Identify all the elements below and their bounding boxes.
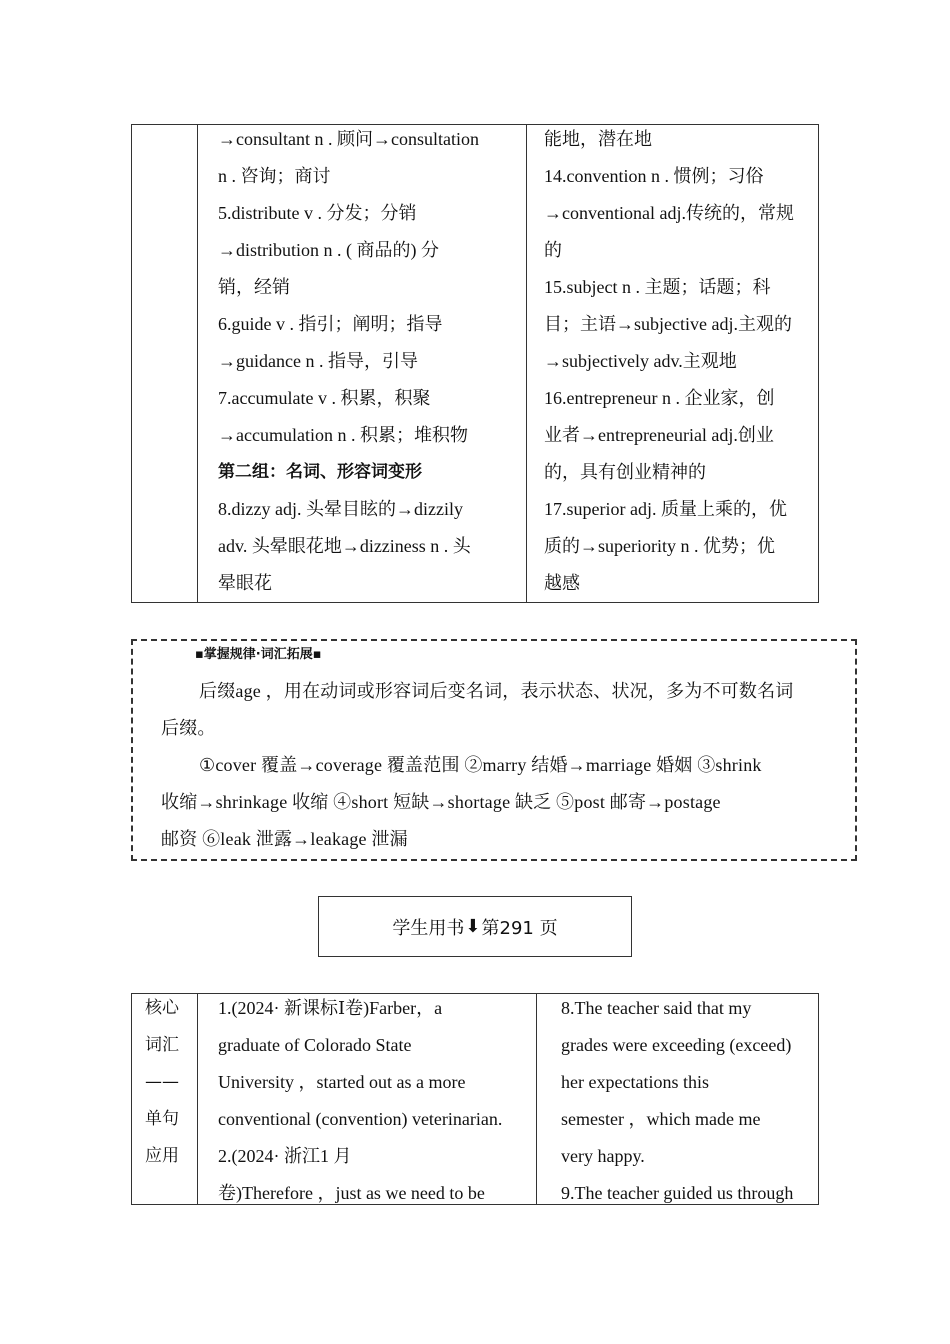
text-line: 后缀age ，用在动词或形容词后变名词，表示状态、状况，多为不可数名词 xyxy=(199,681,794,701)
text-line: University ，started out as a more xyxy=(218,1072,466,1092)
text-line: 后缀。 xyxy=(161,718,216,738)
text-line: →guidance n . 指导，引导 xyxy=(218,351,418,371)
text-line: 的，具有创业精神的 xyxy=(544,462,706,482)
text-line: 2.(2024· 浙江1 月 xyxy=(218,1146,352,1166)
text-line: 9.The teacher guided us through xyxy=(561,1183,794,1203)
text-line: 16.entrepreneur n . 企业家，创 xyxy=(544,388,775,408)
text-line: 6.guide v . 指引；阐明；指导 xyxy=(218,314,443,334)
text-line: her expectations this xyxy=(561,1072,709,1092)
label-line: 词汇 xyxy=(145,1035,179,1055)
text-line: 1.(2024· 新课标Ⅰ卷)Farber，a xyxy=(218,998,443,1018)
text-line: 8.The teacher said that my xyxy=(561,998,752,1018)
label-line: 单句 xyxy=(145,1109,179,1129)
text-line: 15.subject n . 主题；话题；科 xyxy=(544,277,771,297)
marker-page: 第291 页 xyxy=(481,917,558,939)
text-line: 销，经销 xyxy=(218,277,290,297)
text-line: 的 xyxy=(544,240,562,260)
text-line: 越感 xyxy=(544,573,580,593)
text-line: very happy. xyxy=(561,1146,645,1166)
text-line: 17.superior adj. 质量上乘的，优 xyxy=(544,499,787,519)
text-line: 5.distribute v . 分发；分销 xyxy=(218,203,417,223)
sentence-column-left xyxy=(198,994,537,1204)
down-arrow-icon: ⬇ xyxy=(465,916,481,937)
text-line: 邮资 ⑥leak 泄露→leakage 泄漏 xyxy=(161,829,408,849)
text-line: 7.accumulate v . 积累，积聚 xyxy=(218,388,431,408)
text-line: →accumulation n . 积累；堆积物 xyxy=(218,425,468,445)
vocab-column-right xyxy=(527,125,818,602)
text-line: graduate of Colorado State xyxy=(218,1035,412,1055)
sentence-practice-table xyxy=(131,993,819,1205)
text-line: adv. 头晕眼花地→dizziness n . 头 xyxy=(218,536,471,556)
text-line: 晕眼花 xyxy=(218,573,272,593)
text-line: 14.convention n . 惯例；习俗 xyxy=(544,166,764,186)
text-line: n . 咨询；商讨 xyxy=(218,166,331,186)
text-line: →conventional adj.传统的，常规 xyxy=(544,203,794,223)
vocab-column-left xyxy=(198,125,527,602)
table-label-cell xyxy=(132,994,198,1204)
marker-prefix: 学生用书 xyxy=(392,917,465,939)
text-line: conventional (convention) veterinarian. xyxy=(218,1109,503,1129)
text-line: 质的→superiority n . 优势；优 xyxy=(544,536,775,556)
text-line: grades were exceeding (exceed) xyxy=(561,1035,792,1055)
label-line: 核心 xyxy=(145,998,179,1018)
sentence-column-right xyxy=(537,994,818,1204)
vocab-expansion-box xyxy=(131,639,857,861)
label-line: —— xyxy=(145,1072,179,1092)
text-line: →subjectively adv.主观地 xyxy=(544,351,737,371)
label-line: 应用 xyxy=(145,1146,179,1166)
text-line: 8.dizzy adj. 头晕目眩的→dizzily xyxy=(218,499,463,519)
text-line: 能地，潜在地 xyxy=(544,129,652,149)
text-line: 卷)Therefore ，just as we need to be xyxy=(218,1183,485,1203)
student-book-page-marker xyxy=(318,896,632,957)
table-label-cell xyxy=(132,125,198,602)
text-line: →consultant n . 顾问→consultation xyxy=(218,129,479,149)
text-line: →distribution n . ( 商品的) 分 xyxy=(218,240,439,260)
text-line: 业者→entrepreneurial adj.创业 xyxy=(544,425,774,445)
text-line: semester ，which made me xyxy=(561,1109,761,1129)
group-heading: 第二组：名词、形容词变形 xyxy=(218,462,422,482)
vocab-table-top xyxy=(131,124,819,603)
text-line: 目；主语→subjective adj.主观的 xyxy=(544,314,792,334)
text-line: ①cover 覆盖→coverage 覆盖范围 ②marry 结婚→marriage 婚姻 ③shrink xyxy=(199,755,762,775)
text-line: 收缩→shrinkage 收缩 ④short 短缺→shortage 缺乏 ⑤post 邮寄→postage xyxy=(161,792,721,812)
box-heading: ▪掌握规律·词汇拓展▪ xyxy=(195,647,322,662)
